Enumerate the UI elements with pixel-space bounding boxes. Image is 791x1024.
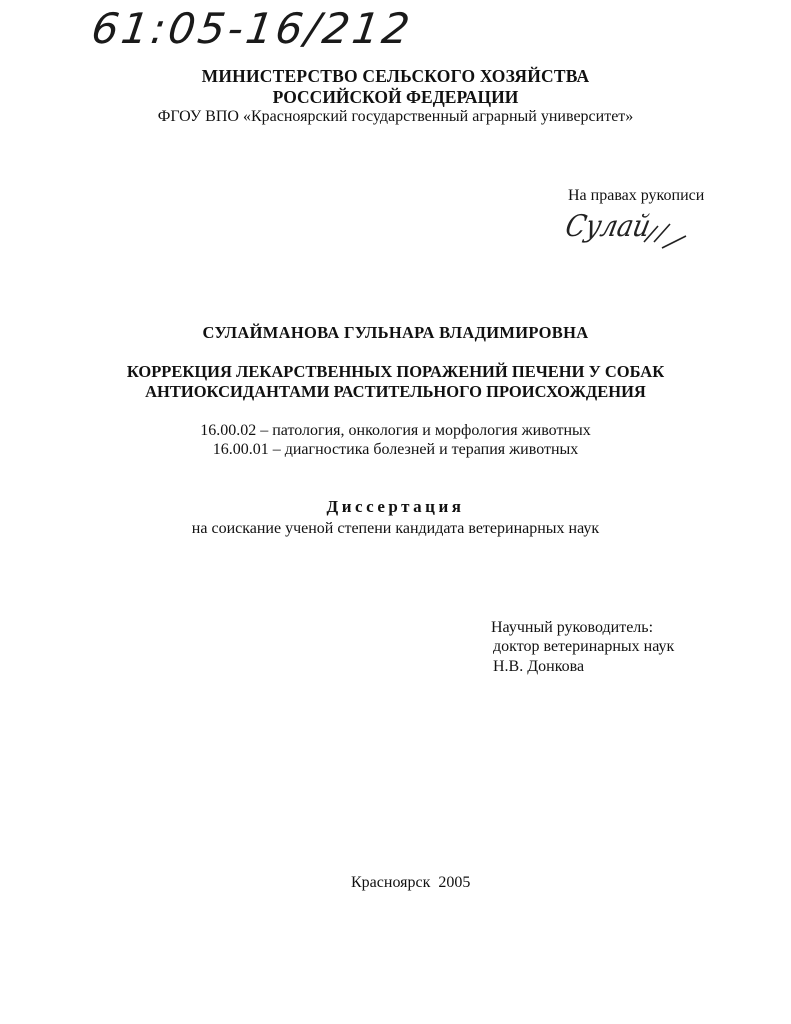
dissertation-title-line1: КОРРЕКЦИЯ ЛЕКАРСТВЕННЫХ ПОРАЖЕНИЙ ПЕЧЕНИ У СОБАК xyxy=(126,362,665,381)
supervisor-degree: доктор ветеринарных наук xyxy=(493,638,675,655)
archive-code-handwritten xyxy=(88,4,452,53)
degree-statement: на соискание ученой степени кандидата ветеринарных наук xyxy=(191,520,600,537)
author-signature xyxy=(562,209,696,262)
place-and-year: Красноярск 2005 xyxy=(351,874,471,891)
ministry-name-line2: РОССИЙСКОЙ ФЕДЕРАЦИИ xyxy=(272,87,519,107)
specialty-code-2: 16.00.01 – диагностика болезней и терапия животных xyxy=(212,441,579,458)
author-name: СУЛАЙМАНОВА ГУЛЬНАРА ВЛАДИМИРОВНА xyxy=(202,323,589,342)
signature-text: Сулай xyxy=(562,209,654,245)
institution-name: ФГОУ ВПО «Красноярский государственный аграрный университет» xyxy=(157,108,634,125)
manuscript-rights-note: На правах рукописи xyxy=(568,187,705,204)
ministry-name-line1: МИНИСТЕРСТВО СЕЛЬСКОГО ХОЗЯЙСТВА xyxy=(201,66,590,86)
specialty-code-1: 16.00.02 – патология, онкология и морфология животных xyxy=(200,422,591,439)
signature-strokes xyxy=(566,212,696,262)
dissertation-title-line2: АНТИОКСИДАНТАМИ РАСТИТЕЛЬНОГО ПРОИСХОЖДЕНИЯ xyxy=(145,382,646,401)
archive-code-text: 61:05-16/212 xyxy=(88,4,416,53)
supervisor-name: Н.В. Донкова xyxy=(493,658,585,675)
document-type: Диссертация xyxy=(326,497,465,516)
supervisor-label: Научный руководитель: xyxy=(491,619,654,636)
